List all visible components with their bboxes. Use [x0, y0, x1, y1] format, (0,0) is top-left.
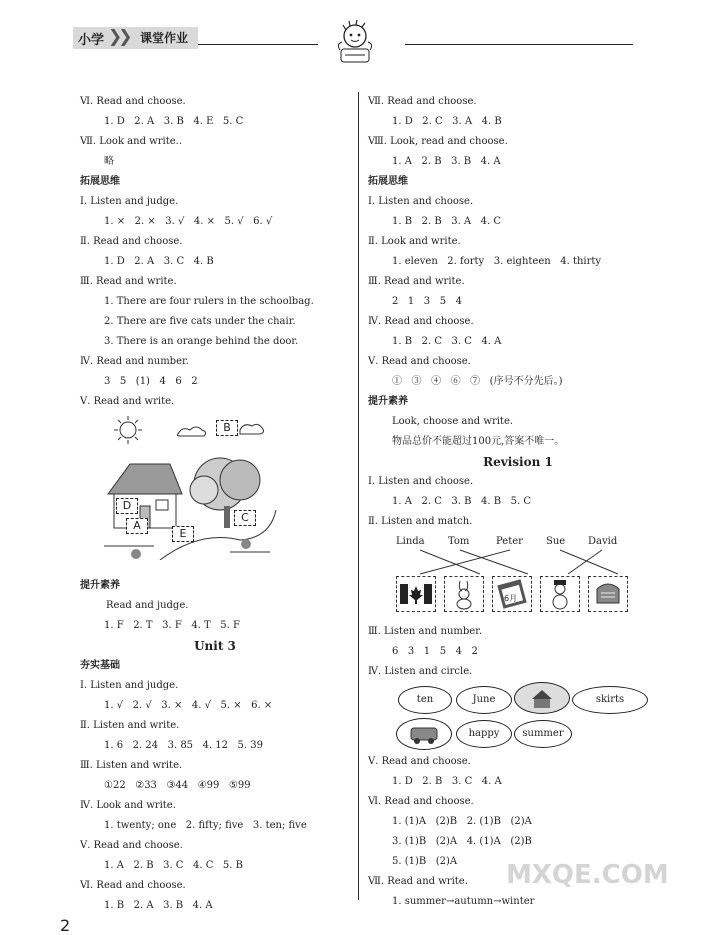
circle-word: summer	[514, 720, 572, 748]
answer-line: 1. D 2. A 3. C 4. B	[104, 256, 214, 267]
match-exercise	[368, 532, 668, 622]
answer-line: 1. twenty; one 2. fifty; five 3. ten; five	[104, 820, 307, 831]
header-grade: 小学	[78, 33, 105, 48]
watermark: MXQE.COM	[506, 860, 669, 890]
chevron-icon: ❯❯	[108, 27, 129, 47]
page-number: 2	[60, 916, 71, 935]
question-heading: Ⅲ. Listen and number.	[368, 626, 483, 637]
answer-line: 1. √ 2. √ 3. × 4. √ 5. × 6. ×	[104, 700, 273, 711]
question-heading: Ⅲ. Read and write.	[80, 276, 177, 287]
answer-line: 3. (1)B (2)A 4. (1)A (2)B	[392, 836, 532, 847]
answer-line: 1. B 2. B 3. A 4. C	[392, 216, 502, 227]
answer-line: 3. There is an orange behind the door.	[104, 336, 299, 347]
calendar-month: 6月	[504, 594, 518, 603]
question-heading: Ⅱ. Look and write.	[368, 236, 461, 247]
house-picture-oval	[514, 682, 570, 714]
answer-line: 1. B 2. C 3. C 4. A	[392, 336, 502, 347]
question-heading: Read and judge.	[106, 600, 189, 611]
question-heading: Ⅰ. Listen and judge.	[80, 680, 179, 691]
answer-line: 1. 6 2. 24 3. 85 4. 12 5. 39	[104, 740, 264, 751]
question-heading: Ⅴ. Read and choose.	[80, 840, 183, 851]
answer-line: 1. F 2. T 3. F 4. T 5. F	[104, 620, 240, 631]
section-title: 拓展思维	[80, 176, 120, 187]
question-heading: Ⅵ. Read and choose.	[80, 96, 186, 107]
question-heading: Ⅳ. Look and write.	[80, 800, 176, 811]
question-heading: Ⅴ. Read and choose.	[368, 356, 471, 367]
label-box: D	[116, 498, 138, 514]
answer-line: 1. D 2. B 3. C 4. A	[392, 776, 502, 787]
circle-word: ten	[398, 686, 452, 714]
right-column	[368, 92, 668, 912]
mascot-icon	[332, 20, 378, 70]
header-rule-right	[405, 44, 633, 45]
answer-line: 5. (1)B (2)A	[392, 856, 458, 867]
answer-line: 1. B 2. A 3. B 4. A	[104, 900, 213, 911]
question-heading: Ⅱ. Read and choose.	[80, 236, 183, 247]
question-heading: Ⅶ. Read and choose.	[368, 96, 477, 107]
question-heading: Ⅶ. Look and write..	[80, 136, 182, 147]
left-column	[80, 92, 350, 916]
match-name: Linda	[396, 536, 425, 547]
snowman-icon	[541, 577, 579, 611]
rabbit-card	[444, 576, 484, 612]
answer-line: 1. (1)A (2)B 2. (1)B (2)A	[392, 816, 532, 827]
bag-card	[588, 576, 628, 612]
answer-line: 1. A 2. B 3. C 4. C 5. B	[104, 860, 243, 871]
question-heading: Ⅴ. Read and write.	[80, 396, 175, 407]
question-heading: Ⅰ. Listen and choose.	[368, 196, 474, 207]
section-title: 提升素养	[80, 580, 120, 591]
question-heading: Ⅳ. Read and choose.	[368, 316, 474, 327]
answer-line: ① ③ ④ ⑥ ⑦ (序号不分先后。)	[392, 376, 563, 387]
answer-line: 2 1 3 5 4	[392, 296, 462, 307]
answer-line: 1. summer→autumn→winter	[392, 896, 535, 907]
answer-line: 1. There are four rulers in the schoolbag.	[104, 296, 314, 307]
circle-word: skirts	[572, 686, 648, 714]
answer-line: 1. D 2. C 3. A 4. B	[392, 116, 502, 127]
house-icon	[515, 683, 569, 713]
flag-card	[396, 576, 436, 612]
answer-line: 6 3 1 5 4 2	[392, 646, 478, 657]
question-heading: Ⅱ. Listen and match.	[368, 516, 473, 527]
bus-picture-oval	[396, 718, 452, 750]
answer-line: 1. × 2. × 3. √ 4. × 5. √ 6. √	[104, 216, 273, 227]
snowman-card	[540, 576, 580, 612]
label-box: B	[216, 420, 238, 436]
section-title: 拓展思维	[368, 176, 408, 187]
question-heading: Ⅵ. Read and choose.	[368, 796, 474, 807]
match-name: Peter	[496, 536, 523, 547]
question-heading: Ⅶ. Read and write.	[368, 876, 468, 887]
bus-icon	[397, 719, 451, 749]
answer-line: 3 5 (1) 4 6 2	[104, 376, 198, 387]
header-rule-left	[198, 44, 318, 45]
question-heading: Ⅰ. Listen and choose.	[368, 476, 474, 487]
header-title: 课堂作业	[140, 31, 189, 45]
section-title: 提升素养	[368, 396, 408, 407]
circle-word: June	[456, 686, 512, 714]
answer-line: 1. D 2. A 3. B 4. E 5. C	[104, 116, 244, 127]
calendar-card	[492, 576, 532, 612]
answer-line: 物品总价不能超过100元,答案不唯一。	[392, 436, 565, 447]
label-box: C	[234, 510, 256, 526]
match-name: Tom	[448, 536, 470, 547]
question-heading: Ⅰ. Listen and judge.	[80, 196, 179, 207]
answer-line: 略	[104, 156, 114, 167]
match-name: David	[588, 536, 618, 547]
answer-line: ①22 ②33 ③44 ④99 ⑤99	[104, 780, 251, 791]
answer-line: 1. A 2. C 3. B 4. B 5. C	[392, 496, 531, 507]
question-heading: Ⅷ. Look, read and choose.	[368, 136, 508, 147]
unit-title: Unit 3	[194, 639, 236, 653]
answer-line: 2. There are five cats under the chair.	[104, 316, 296, 327]
section-title: 夯实基础	[80, 660, 120, 671]
question-heading: Ⅴ. Read and choose.	[368, 756, 471, 767]
question-heading: Ⅱ. Listen and write.	[80, 720, 180, 731]
schoolbag-icon	[589, 577, 627, 611]
question-heading: Look, choose and write.	[392, 416, 514, 427]
answer-line: 1. eleven 2. forty 3. eighteen 4. thirty	[392, 256, 602, 267]
scene-illustration	[80, 412, 350, 560]
label-box: E	[172, 526, 194, 542]
answer-line: 1. A 2. B 3. B 4. A	[392, 156, 501, 167]
question-heading: Ⅲ. Read and write.	[368, 276, 465, 287]
circle-word: happy	[456, 720, 512, 748]
column-divider	[358, 92, 359, 900]
revision-title: Revision 1	[483, 455, 553, 469]
rabbit-icon	[445, 577, 483, 611]
question-heading: Ⅵ. Read and choose.	[80, 880, 186, 891]
question-heading: Ⅳ. Read and number.	[80, 356, 189, 367]
question-heading: Ⅲ. Listen and write.	[80, 760, 183, 771]
circle-exercise	[368, 682, 668, 752]
question-heading: Ⅳ. Listen and circle.	[368, 666, 473, 677]
match-name: Sue	[546, 536, 566, 547]
canada-flag-icon	[397, 577, 435, 611]
label-box: A	[126, 518, 148, 534]
